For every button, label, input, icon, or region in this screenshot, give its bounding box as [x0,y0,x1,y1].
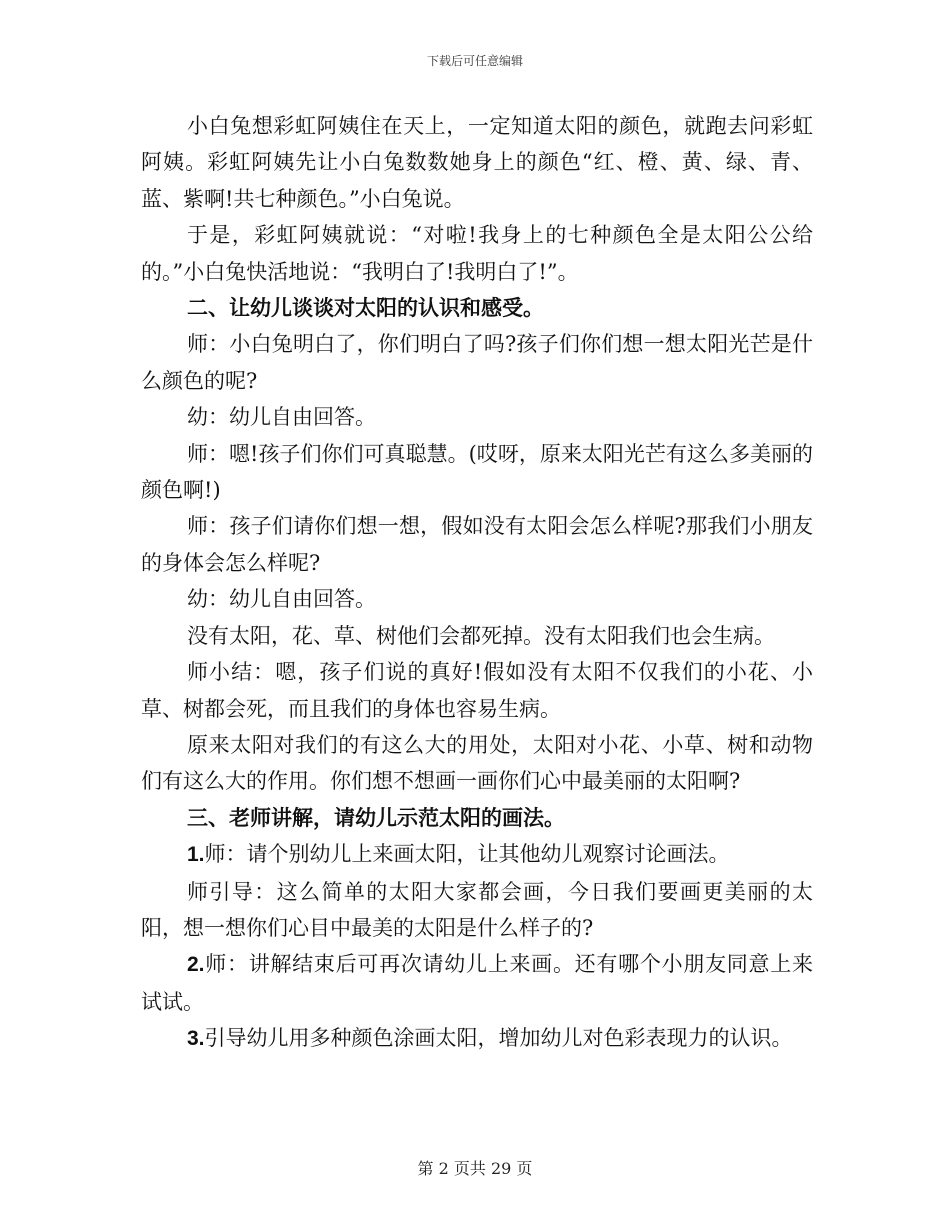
list-number-1: 1. [187,843,205,867]
list-text-1: 师：请个别幼儿上来画太阳，让其他幼儿观察讨论画法。 [204,842,730,867]
paragraph-teacher-summary: 师小结：嗯，孩子们说的真好!假如没有太阳不仅我们的小花、小草、树都会死，而且我们的身体也容易生病。 [141,660,813,721]
page-footer: 第 2 页共 29 页 [417,1159,533,1178]
list-number-3: 3. [187,1027,205,1051]
list-text-3: 引导幼儿用多种颜色涂画太阳，增加幼儿对色彩表现力的认识。 [204,1026,793,1051]
paragraph-teacher-praise: 师：嗯!孩子们你们可真聪慧。(哎呀，原来太阳光芒有这么多美丽的颜色啊!) [141,441,813,503]
paragraph-teacher-guide: 师引导：这么简单的太阳大家都会画，今日我们要画更美丽的太阳，想一想你们心目中最美的太阳是什么样子的? [141,879,813,940]
list-item-3 [141,1020,813,1057]
list-number-2: 2. [187,953,205,977]
paragraph-teacher-question-2: 师：孩子们请你们想一想，假如没有太阳会怎么样呢?那我们小朋友的身体会怎么样呢? [141,514,813,575]
list-item-2 [141,946,813,1020]
section-heading-2: 二、让幼儿谈谈对太阳的认识和感受。 [187,295,544,321]
list-item-1 [141,836,813,873]
paragraph-no-sun: 没有太阳，花、草、树他们会都死掉。没有太阳我们也会生病。 [187,623,775,648]
list-text-2: 师：讲解结束后可再次请幼儿上来画。还有哪个小朋友同意上来试试。 [141,952,813,1014]
section-heading-3: 三、老师讲解，请幼儿示范太阳的画法。 [187,804,565,830]
paragraph-child-answer-1: 幼：幼儿自由回答。 [187,405,376,430]
paragraph-teacher-question: 师：小白兔明白了，你们明白了吗?孩子们你们想一想太阳光芒是什么颜色的呢? [141,332,813,393]
document-body [141,108,813,1058]
paragraph-story-answer: 于是，彩虹阿姨就说：“对啦!我身上的七种颜色全是太阳公公给的。”小白兔快活地说：“我明白了!我明白了!”。 [141,223,813,284]
page-header: 下载后可任意编辑 [426,54,523,68]
paragraph-child-answer-2: 幼：幼儿自由回答。 [187,587,376,612]
paragraph-story-rainbow: 小白兔想彩虹阿姨住在天上，一定知道太阳的颜色，就跑去问彩虹阿姨。彩虹阿姨先让小白兔数数她身上的颜色“红、橙、黄、绿、青、蓝、紫啊!共七种颜色。”小白兔说。 [141,114,813,211]
paragraph-sun-usefulness: 原来太阳对我们的有这么大的用处，太阳对小花、小草、树和动物们有这么大的作用。你们想不想画一画你们心中最美丽的太阳啊? [141,732,813,794]
